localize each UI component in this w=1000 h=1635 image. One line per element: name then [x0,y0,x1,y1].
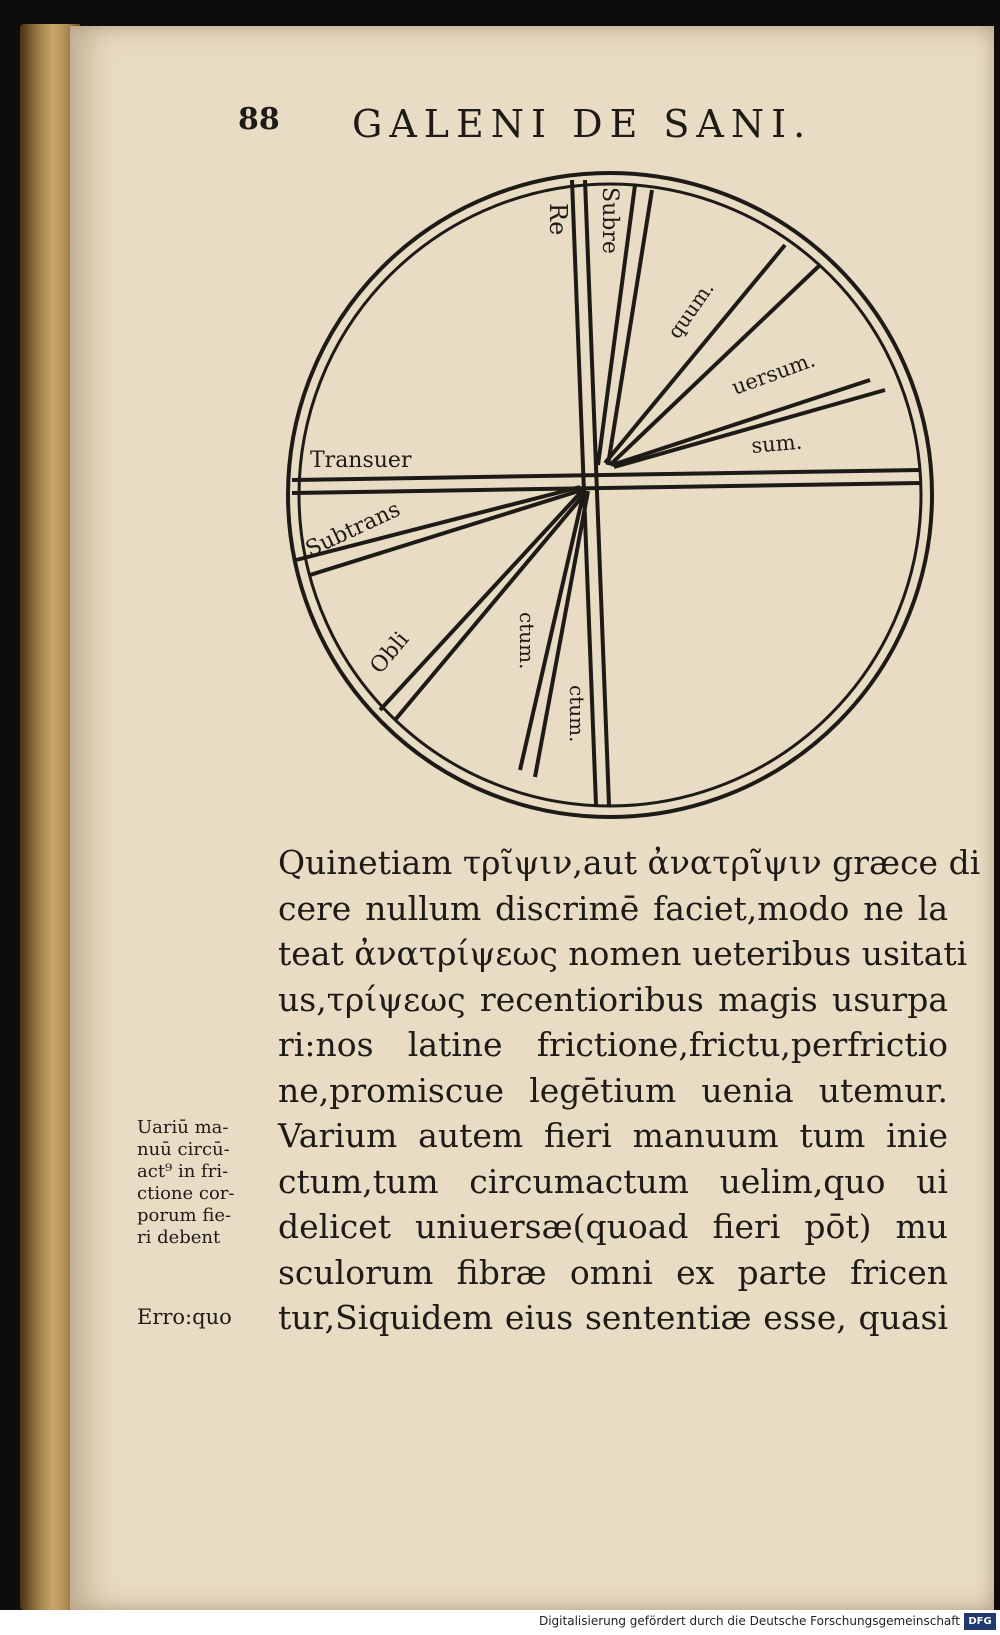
margin-note [137,1117,272,1249]
segment-label-ctum-2: ctum. [565,685,589,743]
body-text [278,840,981,1341]
inner-ring [299,184,921,806]
funding-credit: Digitalisierung gefördert durch die Deutsche Forschungsgemeinschaft [538,1614,960,1628]
body-line: ctum,tum circumactum uelim,quo ui [278,1161,948,1201]
margin-note-line: ri debent [137,1227,221,1248]
body-line: Varium autem fieri manuum tum inie [278,1116,948,1155]
segment-label-subtrans: Subtrans [301,496,405,563]
body-line: delicet uniuersæ(quoad fieri pōt) mu [278,1207,948,1246]
body-line: cere nullum discrimē faciet,modo ne la [278,888,948,928]
body-line: Quinetiam τρῖψιν,aut ἀνατρῖψιν græce di [278,843,981,882]
margin-note-line: porum fie- [137,1205,232,1226]
digitization-footer [0,1610,1000,1635]
outer-ring [288,173,932,817]
page-header [0,102,1000,162]
margin-note-line: Uariū ma- [137,1117,229,1138]
margin-note-error: Erro:quo [137,1305,232,1329]
body-line: teat ἀνατρίψεως nomen ueteribus usitati [278,934,968,973]
margin-note-line: act⁹ in fri- [137,1161,229,1182]
segment-label-obli: Obli [365,627,415,679]
body-line: tur,Siquidem eius sententiæ esse, quasi [278,1298,948,1337]
circle-diagram [280,165,940,825]
dfg-logo: DFG [964,1613,996,1630]
margin-note-line: nuū circū- [137,1139,230,1160]
margin-note-line: ctione cor- [137,1183,235,1204]
segment-label-ctum-1: ctum. [515,612,539,670]
segment-label-transuer: Transuer [310,448,412,473]
page-number: 88 [238,102,280,137]
segment-label-subre: Subre [597,187,622,254]
body-line: sculorum fibræ omni ex parte fricen [278,1252,948,1292]
body-line: us,τρίψεως recentioribus magis usurpa [278,979,948,1019]
segment-label-quum: quum. [662,276,719,343]
body-line: ri:nos latine frictione,frictu,perfrictio [278,1025,948,1064]
running-title: GALENI DE SANI. [352,102,813,146]
segment-label-sum: sum. [750,429,804,458]
segment-label-re: Re [544,203,572,236]
body-line: ne,promiscue legētium uenia utemur. [278,1070,948,1110]
segment-label-uersum: uersum. [728,347,819,400]
